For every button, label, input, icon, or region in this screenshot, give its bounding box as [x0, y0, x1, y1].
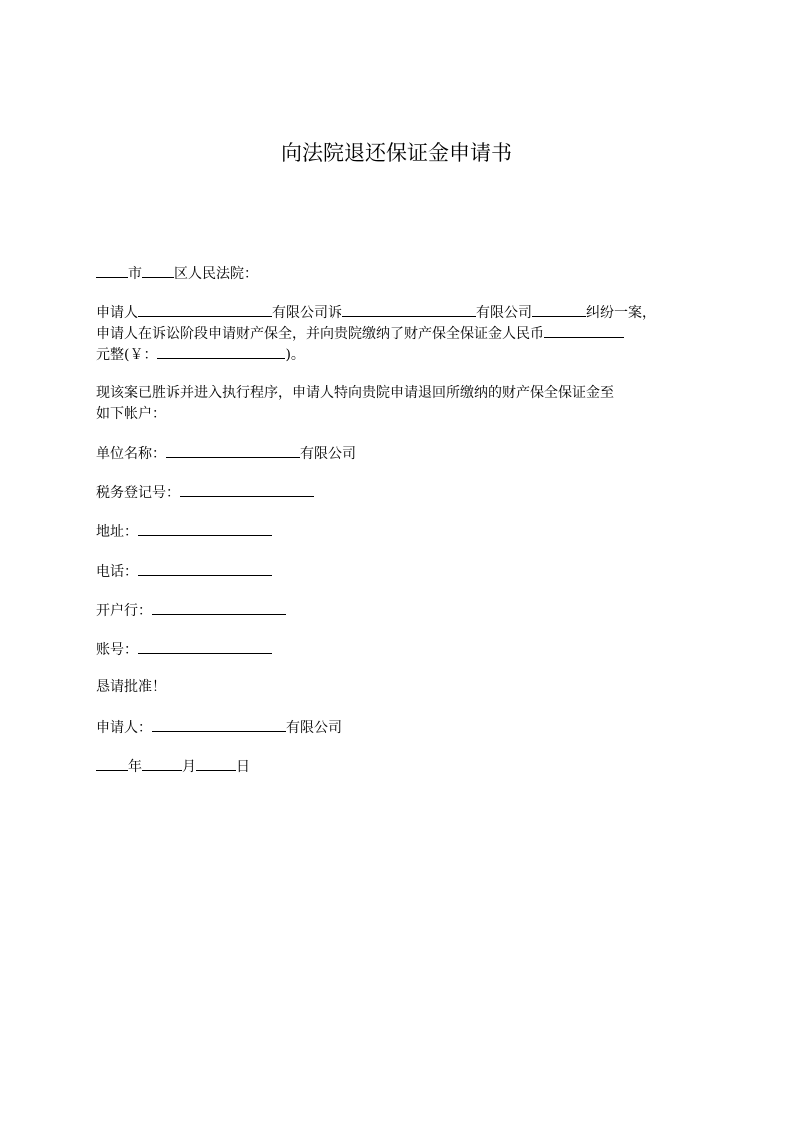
month-label: 月	[182, 759, 196, 775]
amount-yuan-text: 元整(￥：	[96, 347, 158, 363]
para1-line2	[96, 322, 624, 344]
dispute-text: 纠纷一案，	[586, 305, 656, 321]
closing-text: 恳请批准！	[96, 679, 166, 695]
blank-unit-name[interactable]	[166, 442, 300, 458]
unit-name-line	[96, 442, 356, 464]
blank-amount-figure[interactable]	[157, 343, 285, 359]
para2-line1: 现该案已胜诉并进入执行程序，申请人特向贵院申请退回所缴纳的财产保全保证金至	[96, 385, 614, 401]
year-label: 年	[128, 759, 142, 775]
blank-phone[interactable]	[138, 560, 272, 576]
para1-line1	[96, 301, 656, 323]
city-label: 市	[128, 266, 142, 282]
blank-respondent[interactable]	[342, 301, 476, 317]
unit-name-label: 单位名称：	[96, 446, 166, 462]
tax-reg-line	[96, 481, 314, 503]
salutation-line	[96, 262, 258, 284]
court-label: 区人民法院：	[174, 266, 258, 282]
applicant-suffix: 有限公司	[286, 720, 342, 736]
blank-dispute[interactable]	[532, 301, 586, 317]
blank-bank[interactable]	[152, 599, 286, 615]
company-sue-text: 有限公司诉	[272, 305, 342, 321]
phone-line	[96, 560, 272, 582]
bank-label: 开户行：	[96, 603, 152, 619]
close-paren-text: )。	[285, 347, 305, 363]
account-line	[96, 638, 272, 660]
blank-year[interactable]	[96, 755, 128, 771]
blank-tax-reg[interactable]	[180, 481, 314, 497]
para1-line3	[96, 343, 305, 365]
blank-applicant-sign[interactable]	[152, 716, 286, 732]
date-line	[96, 755, 250, 777]
blank-day[interactable]	[196, 755, 236, 771]
unit-suffix-text: 有限公司	[300, 446, 356, 462]
phone-label: 电话：	[96, 564, 138, 580]
blank-city[interactable]	[96, 262, 128, 278]
blank-applicant[interactable]	[138, 301, 272, 317]
para1-line2-text: 申请人在诉讼阶段申请财产保全，并向贵院缴纳了财产保全保证金人民币	[96, 326, 544, 342]
account-label: 账号：	[96, 642, 138, 658]
blank-address[interactable]	[138, 520, 272, 536]
applicant-sign-line	[96, 716, 342, 738]
document-title: 向法院退还保证金申请书	[281, 141, 512, 165]
bank-line	[96, 599, 286, 621]
applicant-text: 申请人	[96, 305, 138, 321]
applicant-label: 申请人：	[96, 720, 152, 736]
blank-month[interactable]	[142, 755, 182, 771]
blank-district[interactable]	[142, 262, 174, 278]
day-label: 日	[236, 759, 250, 775]
company-text: 有限公司	[476, 305, 532, 321]
blank-account[interactable]	[138, 638, 272, 654]
address-line	[96, 520, 272, 542]
address-label: 地址：	[96, 524, 138, 540]
tax-reg-label: 税务登记号：	[96, 485, 180, 501]
blank-amount[interactable]	[544, 322, 624, 338]
para2-line2: 如下帐户：	[96, 406, 166, 422]
